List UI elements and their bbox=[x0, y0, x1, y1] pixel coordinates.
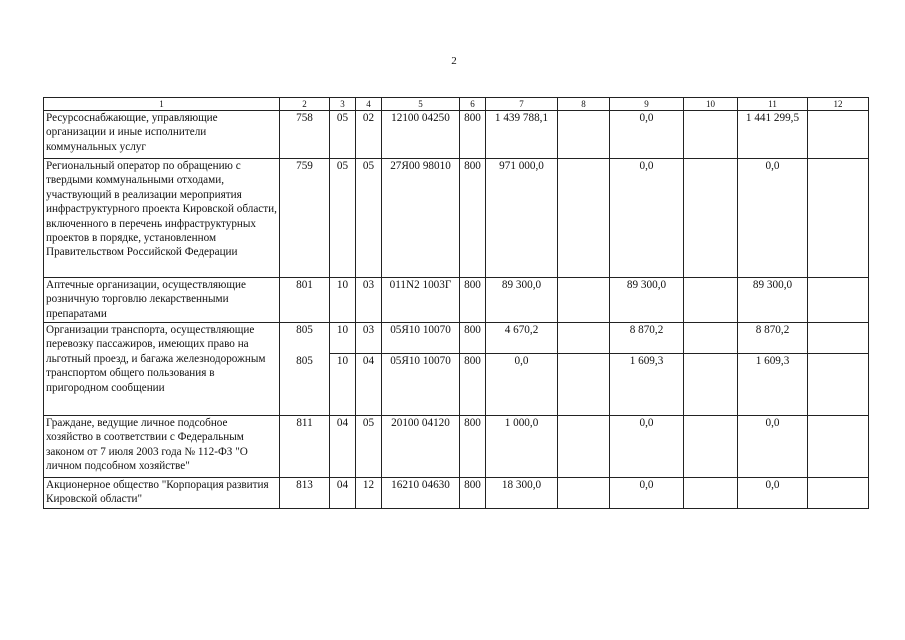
recipient-name: Организации транспорта, осуществляющие перевозку пассажиров, имеющих право на льготный проезд, и багажа железнодорожным транспортом общего пользования в пригородном сообщении bbox=[44, 323, 280, 416]
table-cell: 05 bbox=[330, 159, 356, 278]
table-cell: 05Я10 10070 bbox=[382, 323, 460, 354]
table-cell: 89 300,0 bbox=[486, 278, 558, 323]
table-cell: 10 bbox=[330, 354, 356, 416]
recipient-name: Региональный оператор по обращению с твердыми коммунальными отходами, участвующий в реализации мероприятия инфраструктурного проекта Кировской области, включенного в перечень инфраструктурных проектов в порядке, установленном Правительством Российской Федерации bbox=[44, 159, 280, 278]
column-number: 11 bbox=[738, 98, 808, 111]
column-number: 8 bbox=[558, 98, 610, 111]
table-row bbox=[44, 416, 869, 478]
column-number: 1 bbox=[44, 98, 280, 111]
table-cell bbox=[558, 111, 610, 159]
table-cell: 27Я00 98010 bbox=[382, 159, 460, 278]
table-cell bbox=[558, 416, 610, 478]
table-cell: 0,0 bbox=[610, 478, 684, 509]
table-cell: 1 439 788,1 bbox=[486, 111, 558, 159]
column-number: 3 bbox=[330, 98, 356, 111]
table-cell: 800 bbox=[460, 354, 486, 416]
column-number: 7 bbox=[486, 98, 558, 111]
table-cell: 05Я10 10070 bbox=[382, 354, 460, 416]
table-cell bbox=[684, 111, 738, 159]
table-cell bbox=[684, 278, 738, 323]
table-cell: 805 bbox=[280, 354, 330, 416]
budget-table bbox=[43, 97, 869, 509]
table-cell: 0,0 bbox=[610, 416, 684, 478]
recipient-name: Граждане, ведущие личное подсобное хозяйство в соответствии с Федеральным законом от 7 июля 2003 года № 112-ФЗ "О личном подсобном хозяйстве" bbox=[44, 416, 280, 478]
table-cell: 811 bbox=[280, 416, 330, 478]
table-cell: 89 300,0 bbox=[738, 278, 808, 323]
table-cell: 1 441 299,5 bbox=[738, 111, 808, 159]
table-cell: 0,0 bbox=[738, 159, 808, 278]
table-cell bbox=[808, 478, 869, 509]
page-number: 2 bbox=[451, 55, 457, 67]
table-row bbox=[44, 278, 869, 323]
table-cell: 05 bbox=[356, 159, 382, 278]
table-cell: 18 300,0 bbox=[486, 478, 558, 509]
table-cell bbox=[684, 416, 738, 478]
table-cell: 758 bbox=[280, 111, 330, 159]
table-cell bbox=[558, 354, 610, 416]
table-row bbox=[44, 111, 869, 159]
table-cell bbox=[808, 111, 869, 159]
column-number: 2 bbox=[280, 98, 330, 111]
table-cell: 04 bbox=[330, 478, 356, 509]
table-cell: 011N2 1003Г bbox=[382, 278, 460, 323]
column-number: 12 bbox=[808, 98, 869, 111]
table-cell bbox=[684, 159, 738, 278]
table-cell: 20100 04120 bbox=[382, 416, 460, 478]
table-cell bbox=[558, 478, 610, 509]
table-cell: 05 bbox=[330, 111, 356, 159]
table-cell: 05 bbox=[356, 416, 382, 478]
table-cell bbox=[684, 323, 738, 354]
table-cell: 805 bbox=[280, 323, 330, 354]
table-cell: 02 bbox=[356, 111, 382, 159]
table-cell: 0,0 bbox=[610, 159, 684, 278]
table-cell: 800 bbox=[460, 159, 486, 278]
table-cell: 16210 04630 bbox=[382, 478, 460, 509]
table-cell bbox=[558, 159, 610, 278]
table-cell: 10 bbox=[330, 278, 356, 323]
table-cell: 04 bbox=[356, 354, 382, 416]
table-cell: 971 000,0 bbox=[486, 159, 558, 278]
table-cell: 12100 04250 bbox=[382, 111, 460, 159]
table-row bbox=[44, 323, 869, 354]
table-cell: 12 bbox=[356, 478, 382, 509]
table-cell: 4 670,2 bbox=[486, 323, 558, 354]
table-cell: 813 bbox=[280, 478, 330, 509]
table-cell: 800 bbox=[460, 323, 486, 354]
table-cell bbox=[808, 323, 869, 354]
table-cell: 801 bbox=[280, 278, 330, 323]
table-cell: 8 870,2 bbox=[738, 323, 808, 354]
table-cell: 04 bbox=[330, 416, 356, 478]
table-cell: 800 bbox=[460, 478, 486, 509]
table-row bbox=[44, 159, 869, 278]
table-cell: 89 300,0 bbox=[610, 278, 684, 323]
table-cell: 1 609,3 bbox=[738, 354, 808, 416]
table-cell bbox=[558, 323, 610, 354]
column-number: 10 bbox=[684, 98, 738, 111]
table-cell bbox=[684, 478, 738, 509]
recipient-name: Ресурсоснабжающие, управляющие организации и иные исполнители коммунальных услуг bbox=[44, 111, 280, 159]
table-cell: 03 bbox=[356, 278, 382, 323]
table-cell: 759 bbox=[280, 159, 330, 278]
table-row bbox=[44, 478, 869, 509]
table-cell: 03 bbox=[356, 323, 382, 354]
column-number-row bbox=[44, 98, 869, 111]
table-cell: 0,0 bbox=[738, 478, 808, 509]
table-cell: 8 870,2 bbox=[610, 323, 684, 354]
column-number: 9 bbox=[610, 98, 684, 111]
table-cell bbox=[808, 416, 869, 478]
table-cell bbox=[808, 159, 869, 278]
table-cell bbox=[808, 354, 869, 416]
column-number: 4 bbox=[356, 98, 382, 111]
column-number: 6 bbox=[460, 98, 486, 111]
table-cell bbox=[684, 354, 738, 416]
table-cell bbox=[808, 278, 869, 323]
table-cell: 1 609,3 bbox=[610, 354, 684, 416]
table-cell: 800 bbox=[460, 278, 486, 323]
column-number: 5 bbox=[382, 98, 460, 111]
table-cell: 10 bbox=[330, 323, 356, 354]
table-cell: 0,0 bbox=[486, 354, 558, 416]
recipient-name: Акционерное общество "Корпорация развития Кировской области" bbox=[44, 478, 280, 509]
recipient-name: Аптечные организации, осуществляющие розничную торговлю лекарственными препаратами bbox=[44, 278, 280, 323]
table-cell: 0,0 bbox=[610, 111, 684, 159]
table-cell: 0,0 bbox=[738, 416, 808, 478]
table-cell: 800 bbox=[460, 111, 486, 159]
table-cell: 800 bbox=[460, 416, 486, 478]
table-cell bbox=[558, 278, 610, 323]
table-cell: 1 000,0 bbox=[486, 416, 558, 478]
